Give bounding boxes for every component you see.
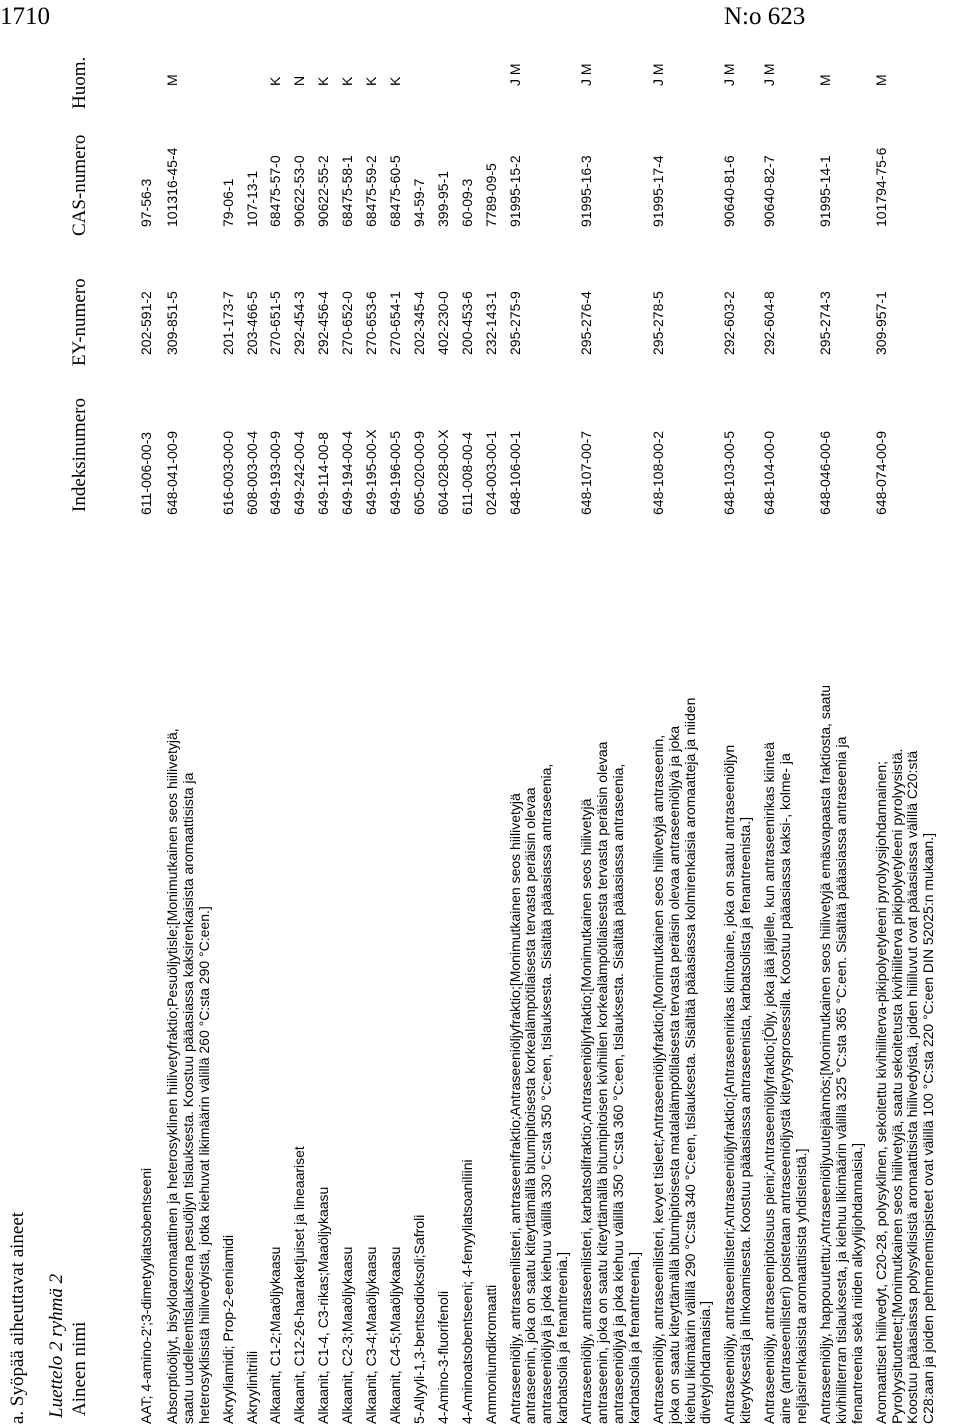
index-number: 648-103-00-5 [721, 430, 738, 515]
column-header-note: Huom. [69, 56, 90, 109]
index-number: 649-193-00-9 [267, 430, 284, 515]
note: K [315, 76, 332, 86]
section-title: a. Syöpää aiheuttavat aineet [7, 1211, 28, 1424]
substance-name [340, 564, 356, 1424]
index-number: 649-114-00-8 [315, 431, 332, 515]
index-number: 648-108-00-2 [649, 430, 666, 515]
substance-table-body [139, 0, 937, 1424]
note: K [363, 76, 380, 86]
substance-name-line: karbatsolia ja fenantreenia.] [554, 1252, 571, 1424]
substance-name [165, 564, 213, 1424]
substance-name-line: Akryylinitriili [243, 1350, 260, 1424]
substance-name-line: Akryyliamidi; Prop-2-eeniamidi [219, 1234, 236, 1424]
substance-name-line: divetyjohdannaisia.] [697, 1301, 714, 1424]
cas-number: 91995-17-4 [649, 155, 666, 227]
substance-name-line: aine (antraseenilisteri) poistetaan antraseeniöljystä kiteytysprosessilla. Koostuu pääasiassa kaksi-, kolme- ja [777, 753, 794, 1424]
cas-number: 91995-16-3 [578, 155, 595, 227]
issue-number: N:o 623 [724, 3, 806, 30]
table-row [340, 0, 356, 1424]
substance-name-line: Antraseeniöljy, antraseenilisteri, antraseenifraktio;Antraseeniöljyfraktio;[Monimutkainen seos hiilivetyjä [506, 793, 523, 1424]
note: K [339, 76, 356, 86]
ey-number: 270-653-6 [363, 291, 380, 355]
ey-number: 200-453-6 [458, 291, 475, 355]
substance-name [762, 564, 810, 1424]
index-number: 608-003-00-4 [243, 430, 260, 515]
index-number: 611-008-00-4 [458, 431, 475, 515]
cas-number: 68475-58-1 [339, 155, 356, 227]
cas-number: 94-59-7 [410, 178, 427, 227]
substance-name [268, 564, 284, 1424]
substance-name [651, 564, 715, 1424]
cas-number: 101316-45-4 [163, 147, 180, 227]
note: J M [506, 63, 523, 86]
ey-number: 292-604-8 [761, 291, 778, 355]
table-row [762, 0, 810, 1424]
substance-name [412, 564, 428, 1424]
substance-name-line: Aromaattiset hiilivedyt, C20-28, polysyklinen, sekoitettu kivihiiliterva-pikipolyetyleeni pyrolyysijohdannainen; [872, 761, 889, 1424]
index-number: 611-006-00-3 [138, 431, 154, 515]
table-row [508, 0, 572, 1424]
table-row [460, 0, 476, 1424]
substance-name [316, 564, 332, 1424]
substance-name-line: antraseenin, joka on saatu kiteyttämällä bitumipitoisen kivihiilen korkealämpötilaisesta tervasta peräisin olevaa [594, 741, 611, 1424]
cas-number: 107-13-1 [243, 170, 260, 227]
table-row [818, 0, 866, 1424]
ey-number: 295-274-3 [816, 291, 833, 355]
ey-number: 270-652-0 [339, 291, 356, 355]
cas-number: 91995-14-1 [816, 155, 833, 227]
cas-number: 60-09-3 [458, 178, 475, 227]
substance-name [722, 564, 754, 1424]
column-header-name: Aineen nimi [69, 1321, 90, 1416]
table-row [165, 0, 213, 1424]
ey-number: 295-278-5 [649, 291, 666, 355]
cas-number: 7789-09-5 [482, 163, 499, 227]
column-header-cas: CAS-numero [69, 134, 90, 236]
ey-number: 295-275-9 [506, 291, 523, 355]
table-row [139, 0, 155, 1424]
ey-number: 402-230-0 [434, 291, 451, 355]
ey-number: 309-957-1 [872, 291, 889, 355]
substance-name [874, 564, 938, 1424]
table-row [388, 0, 404, 1424]
substance-name-line: Antraseeniöljy, antraseenilisteri, kevyet tisleet;Antraseeniöljyfraktio;[Monimutkainen seos hiilivetyjä antraseenin, [649, 734, 666, 1424]
index-number: 649-195-00-X [363, 429, 380, 515]
substance-name-line: Alkaanit, C4-5;Maaöljykaasu [386, 1246, 403, 1424]
note: K [386, 76, 403, 86]
list-title: Luettelo 2 ryhmä 2 [46, 1273, 67, 1418]
cas-number: 97-56-3 [138, 178, 154, 227]
substance-name-line: AAT; 4-amino-2';3-dimetyyliatsobentseeni [138, 1167, 154, 1424]
substance-name-line: Antraseeniöljy, antraseenilisteri;Antraseeniöljyfraktio;[Antraseenirikas kiintoaine, joka on saatu antraseeniöljyn [721, 744, 738, 1424]
substance-name-line: Alkaanit, C1-4, C3-rikas;Maaöljykaasu [315, 1186, 332, 1424]
ey-number: 309-851-5 [163, 291, 180, 355]
note: N [291, 75, 308, 86]
index-number: 648-041-00-9 [163, 430, 180, 515]
index-number: 604-028-00-X [434, 429, 451, 515]
substance-name-line: 4-Aminoatsobentseeni; 4-fenyyliatsoaniliini [458, 1159, 475, 1424]
ey-number: 295-276-4 [578, 291, 595, 355]
substance-name-line: 4-Amino-3-fluorifenoli [434, 1290, 451, 1424]
index-number: 605-020-00-9 [410, 430, 427, 515]
table-row [412, 0, 428, 1424]
substance-name-line: antraseeniöljyä ja joka kiehuu välillä 350 °C:sta 360 °C:een, tislauksesta. Sisältää pääasiassa antraseenia, [609, 763, 626, 1424]
ey-number: 292-603-2 [721, 291, 738, 355]
index-number: 616-003-00-0 [219, 430, 236, 515]
note: M [163, 74, 180, 86]
index-number: 024-003-00-1 [482, 430, 499, 515]
substance-name-line: Koostuu pääasiassa polysyklisistä aromaattisista hiilivedyistä, joiden hiililuvut ovat pääasiassa välillä C20:stä [904, 750, 921, 1424]
note: J M [761, 63, 778, 86]
cas-number: 90622-55-2 [315, 155, 332, 227]
cas-number: 68475-59-2 [363, 155, 380, 227]
substance-name-line: karbatsolia ja fenantreenia.] [625, 1252, 642, 1424]
substance-name-line: fenantreenia sekä niiden alkyylijohdannaisia.] [848, 1143, 865, 1424]
index-number: 648-074-00-9 [872, 430, 889, 515]
substance-name [221, 564, 237, 1424]
note: K [267, 76, 284, 86]
index-number: 648-107-00-7 [578, 430, 595, 515]
index-number: 648-104-00-0 [761, 430, 778, 515]
table-row [292, 0, 308, 1424]
ey-number: 202-591-2 [138, 291, 154, 355]
cas-number: 79-06-1 [219, 178, 236, 227]
cas-number: 68475-57-0 [267, 155, 284, 227]
substance-name-line: Ammoniumdikromaatti [482, 1284, 499, 1424]
substance-name-line: saatu uudelleentislauksena pesuöljyn tislauksesta. Koostuu pääasiassa kaksirenkaisista aromaattisista ja [179, 772, 196, 1424]
index-number: 648-106-00-1 [506, 430, 523, 515]
substance-name-line: Alkaanit, C1-2;Maaöljykaasu [267, 1246, 284, 1424]
cas-number: 90622-53-0 [291, 155, 308, 227]
substance-name [292, 564, 308, 1424]
substance-name [436, 564, 452, 1424]
substance-name-line: Pyrolyysituotteet;[Monimutkainen seos hiilivetyjä, saatu sekoitetusta kivihiiliterva pikipolyetyleeni pyrolyysistä. [888, 748, 905, 1424]
table-row [221, 0, 237, 1424]
ey-number: 232-143-1 [482, 291, 499, 355]
substance-name [388, 564, 404, 1424]
note: J M [721, 63, 738, 86]
note: M [872, 74, 889, 86]
substance-name-line: heterosyklisistä hiilivedyistä, jotka kiehuvat likimäärin välillä 260 °C:sta 290 °C:een.] [195, 906, 212, 1424]
substance-name [460, 564, 476, 1424]
table-row [651, 0, 715, 1424]
table-row [722, 0, 754, 1424]
substance-name-line: Absorptioöljyt, bisykloaromaattinen ja heterosyklinen hiilivetyfraktio;Pesuöljytisle;[Monimutkainen seos hiilivetyjä, [163, 728, 180, 1424]
table-row [579, 0, 643, 1424]
substance-name [364, 564, 380, 1424]
index-number: 648-046-00-6 [816, 430, 833, 515]
cas-number: 90640-81-6 [721, 155, 738, 227]
index-number: 649-194-00-4 [339, 430, 356, 515]
substance-name-line: Antraseeniöljy, antraseenilisteri, karbatsolifraktio;Antraseeniöljyfraktio;[Monimutkainen seos hiilivetyjä [578, 798, 595, 1424]
ey-number: 202-345-4 [410, 291, 427, 355]
ey-number: 270-654-1 [386, 291, 403, 355]
cas-number: 68475-60-5 [386, 155, 403, 227]
cas-number: 91995-15-2 [506, 155, 523, 227]
table-row [268, 0, 284, 1424]
ey-number: 201-173-7 [219, 291, 236, 355]
substance-name [484, 564, 500, 1424]
ey-number: 292-454-3 [291, 291, 308, 355]
note: M [816, 74, 833, 86]
substance-name [508, 564, 572, 1424]
substance-name [245, 564, 261, 1424]
substance-name [579, 564, 643, 1424]
substance-name-line: 5-Allyyli-1,3-bentsodioksoli;Safroli [410, 1214, 427, 1424]
substance-name-line: Antraseeniöljy, happouutettu;Antraseeniöljyuutejäännös;[Monimutkainen seos hiilivetyjä emäsvapaasta fraktiosta, saatu [816, 684, 833, 1424]
cas-number: 399-95-1 [434, 170, 451, 227]
substance-name-line: kiteytyksestä ja linkoamisesta. Koostuu pääasiassa antraseenista, karbatsolista ja fenantreenista.] [737, 817, 754, 1424]
table-row [436, 0, 452, 1424]
note: J M [649, 63, 666, 86]
index-number: 649-242-00-4 [291, 430, 308, 515]
table-row [316, 0, 332, 1424]
substance-name-line: kiehuu likimäärin välillä 290 °C:sta 340 °C:een, tislauksesta. Sisältää pääasiassa kolmirenkaisia aromaatteja ja niiden [681, 697, 698, 1424]
cas-number: 90640-82-7 [761, 155, 778, 227]
page-number: 1710 [0, 3, 50, 30]
substance-name-line: antraseeniöljyä ja joka kiehuu välillä 330 °C:sta 350 °C:een, tislauksesta. Sisältää pääasiassa antraseenia, [538, 763, 555, 1424]
substance-name-line: Alkaanit, C12-26-haaraketjuiset ja lineaariset [291, 1146, 308, 1424]
substance-name [818, 564, 866, 1424]
substance-name-line: C28:aan ja joiden pehmenemispisteet ovat välillä 100 °C:sta 220 °C:een DIN 52025:n mukaan.] [920, 833, 937, 1424]
substance-name-line: neljäsirenkaisista aromaattisista yhdisteistä.] [793, 1148, 809, 1424]
table-row [874, 0, 938, 1424]
substance-name [139, 564, 155, 1424]
table-row [245, 0, 261, 1424]
ey-number: 292-456-4 [315, 291, 332, 355]
column-header-index: Indeksinumero [69, 398, 90, 512]
substance-name-line: kivihiiliterran tislauksesta, ja kiehuu likimäärin välillä 325 °C:sta 365 °C:een. Sisältää pääasiassa antraseenia ja [832, 736, 849, 1424]
column-header-ey: EY-numero [69, 278, 90, 366]
index-number: 649-196-00-5 [386, 430, 403, 515]
table-row [364, 0, 380, 1424]
ey-number: 203-466-5 [243, 291, 260, 355]
substance-name-line: Alkaanit, C2-3;Maaöljykaasu [339, 1246, 356, 1424]
substance-name-line: antraseenin, joka on saatu kiteyttämällä bitumipitoisesta korkealämpötilaisesta tervasta peräisin olevaa [522, 787, 539, 1424]
substance-name-line: joka on saatu kiteyttämällä bitumipitoisesta matalalämpötilaisesta tervasta peräisin olevaa antraseeniöljyä ja joka [665, 725, 682, 1424]
ey-number: 270-651-5 [267, 291, 284, 355]
substance-name-line: Alkaanit, C3-4;Maaöljykaasu [363, 1246, 380, 1424]
cas-number: 101794-75-6 [872, 147, 889, 227]
note: J M [578, 63, 595, 86]
table-row [484, 0, 500, 1424]
substance-name-line: Antraseeniöljy, antraseenipitoisuus pieni;Antraseeniöljyfraktio;[Öljy, joka jää jäljelle, kun antraseenirikas kiinteä [761, 742, 778, 1424]
